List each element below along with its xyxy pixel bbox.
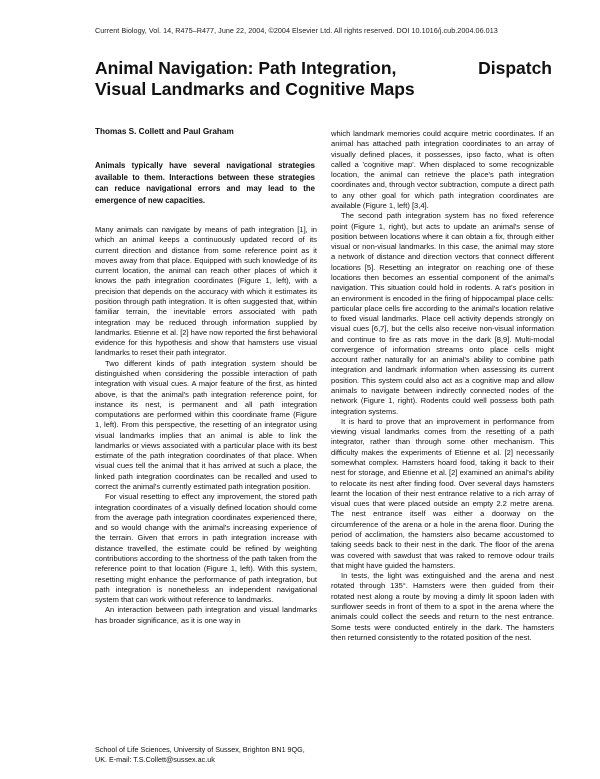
running-head: Current Biology, Vol. 14, R475–R477, June 22, 2004, ©2004 Elsevier Ltd. All rights reserved. DOI 10.1016/j.cub.2004.06.013 xyxy=(95,26,498,35)
paragraph: An interaction between path integration and visual landmarks has broader significance, as it is one way in xyxy=(95,605,317,625)
paragraph: In tests, the light was extinguished and the arena and nest rotated through 135°. Hamsters were then guided from their rotated nest along a route by moving a dimly lit spoon laden with sunflower seeds in front of them to a spot in the arena where the animals could collect the seeds and return to the nest entrance. Some tests were conducted entirely in the dark. The hamsters then returned consistently to the rotated position of the nest. xyxy=(331,571,554,642)
author-list: Thomas S. Collett and Paul Graham xyxy=(95,127,234,136)
paragraph: Many animals can navigate by means of path integration [1], in which an animal keeps a continuously updated record of its current direction and distance from some reference point as it moves away from that place. Equipped with such knowledge of its current location, the animal can reach other places of which it knows the path integration coordinates (Figure 1, left), with a precision that depends on the accuracy with which it estimates its position through path integration. It is often suggested that, within familiar terrain, the inevitable errors associated with path integration may be reduced through information supplied by landmarks. Etienne et al. [2] have now reported the first behavioral evidence for this hypothesis and show that hamsters use visual landmarks to reset their path integrator. xyxy=(95,225,317,358)
author-affiliation: School of Life Sciences, University of Sussex, Brighton BN1 9QG, UK. E-mail: T.S.Collett@sussex.ac.uk xyxy=(95,745,305,764)
paragraph: The second path integration system has no fixed reference point (Figure 1, right), but acts to update an animal's sense of position between locations where it can obtain a fix, through either visual or non-visual landmarks. In this case, the animal may store a network of distance and direction vectors that connect different locations [5]. Resetting an integrator on reaching one of these locations then becomes an essential component of the animal's navigation. This situation could hold in rodents. A rat's position in an environment is encoded in the firing of hippocampal place cells: particular place cells fire according to the animal's location relative to fixed visual landmarks. Place cell activity depends strongly on visual cues [6,7], but the cells also receive non-visual information and continue to fire as rats move in the dark [8,9]. Multi-modal convergence of information streams onto place cells might account rather naturally for an animal's ability to combine path integration and landmark information when assessing its current position. This system could also act as a cognitive map and allow animals to navigate between indirectly connected nodes of the network (Figure 1, right). Rodents could well possess both path integration systems. xyxy=(331,211,554,416)
right-column xyxy=(331,129,554,643)
section-label: Dispatch xyxy=(478,58,552,78)
paragraph: Two different kinds of path integration system should be distinguished when considering the possible interaction of path integration with visual cues. A major feature of the first, as hinted above, is that the animal's path integration reference point, for instance its nest, is permanent and all path integration computations are performed within this coordinate frame (Figure 1, left). From this perspective, the resetting of an integrator using visual landmarks implies that an animal is able to link the landmarks or views associated with a particular place with its best estimate of the path integration coordinates of that place. When visual cues tell the animal that it has arrived at such a place, the linked path integration coordinates can be recalled and used to correct the animal's currently estimated path integration position. xyxy=(95,358,317,492)
paragraph: For visual resetting to effect any improvement, the stored path integration coordinates of a visually defined location should come from the average path integration coordinates experienced there, and so would change with the animal's increasing experience of the terrain. Given that errors in path integration increase with distance travelled, the estimate could be refined by weighting contributions according to the shortness of the path taken from the reference point to that location (Figure 1, left). With this system, resetting might enhance the performance of path integration, but path integration is nonetheless an independent navigational system that can work without reference to landmarks. xyxy=(95,492,317,605)
left-column xyxy=(95,225,317,626)
article-title: Animal Navigation: Path Integration, Visual Landmarks and Cognitive Maps xyxy=(95,58,415,99)
paragraph: It is hard to prove that an improvement in performance from viewing visual landmarks comes from the resetting of a path integrator, rather than through some other mechanism. This difficulty makes the experiments of Etienne et al. [2] necessarily somewhat complex. Hamsters hoard food, taking it back to their nest for storage, and Etienne et al. [2] examined an animal's ability to relocate its nest after finding food. Over several days hamsters learnt the location of their nest entrance relative to a rich array of visual cues that were placed outside an empty 2.2 metre arena. The nest entrance itself was either a doorway on the circumference of the arena or a hole in the arena floor. During the period of acclimation, the hamsters also became accustomed to taking seeds back to their nest in the dark. The floor of the arena was covered with sawdust that was raked to remove odour trails that might have guided the hamsters. xyxy=(331,416,554,570)
abstract: Animals typically have several navigational strategies available to them. Interactions between these strategies can reduce navigational errors and may lead to the emergence of new capacities. xyxy=(95,161,315,205)
paragraph: which landmark memories could acquire metric coordinates. If an animal has attached path integration coordinates to an array of visually defined places, it possesses, ipso facto, what is often called a 'cognitive map'. When displaced to some recognizable location, the animal can retrieve the place's path integration coordinates and, through vector subtraction, compute a direct path to any other goal for which path integration coordinates are available (Figure 1, left) [3,4]. xyxy=(331,129,554,210)
